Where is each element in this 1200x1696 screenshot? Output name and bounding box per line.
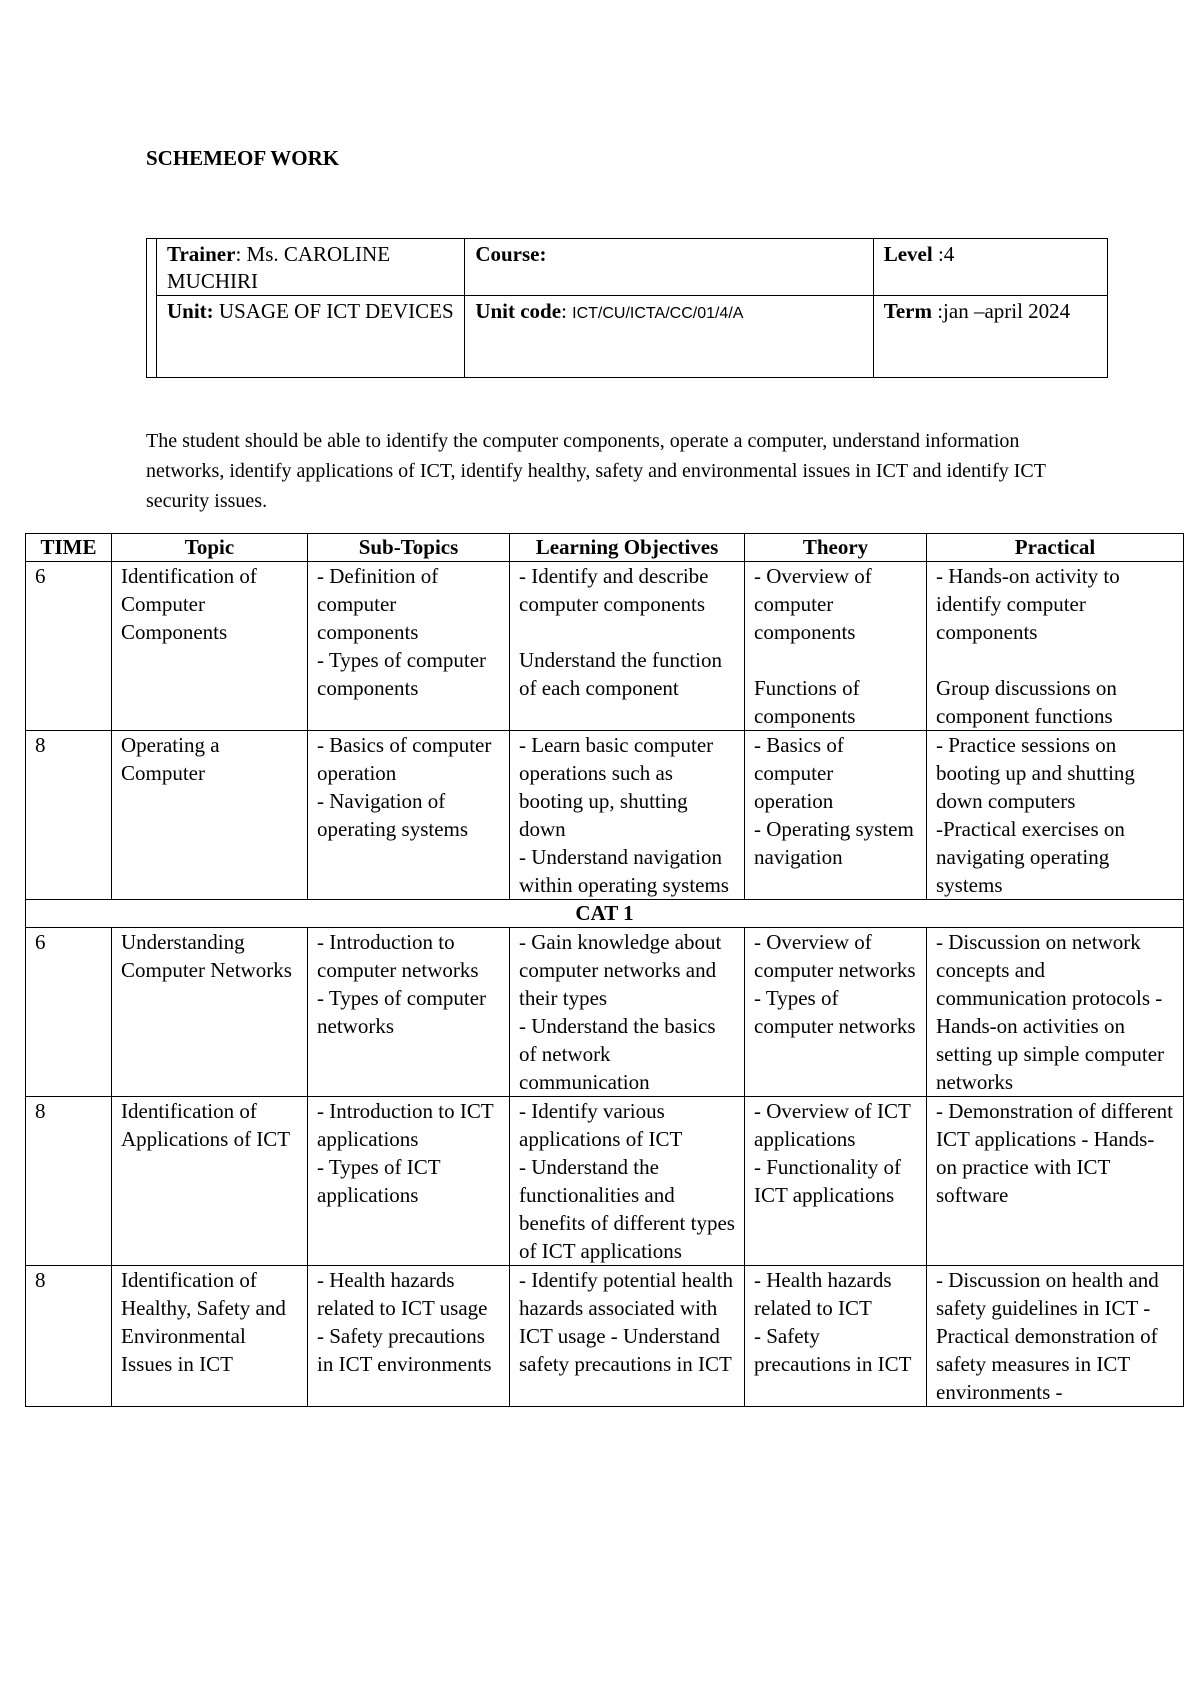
practical-cell: - Practice sessions on booting up and shutting down computers -Practical exercises on navigating operating systems	[927, 731, 1184, 900]
topic-cell: Operating a Computer	[112, 731, 308, 900]
objectives-cell: - Gain knowledge about computer networks and their types - Understand the basics of network communication	[510, 928, 745, 1097]
objectives-cell: - Identify and describe computer components Understand the function of each component	[510, 562, 745, 731]
header-row	[26, 534, 1184, 562]
term-label: Term	[883, 299, 932, 323]
subtopics-cell: - Introduction to ICT applications - Types of ICT applications	[308, 1097, 510, 1266]
trainer-label: Trainer	[167, 242, 236, 266]
trainer-cell	[157, 239, 465, 296]
cat-separator-row	[26, 900, 1184, 928]
course-cell	[465, 239, 873, 296]
unit-code-label: Unit code	[475, 299, 562, 323]
course-description: The student should be able to identify the computer components, operate a computer, understand information networks, identify applications of ICT, identify healthy, safety and environmental issues in ICT and identify ICT security issues.	[146, 430, 1046, 512]
course-label: Course:	[475, 242, 547, 266]
topic-cell: Identification of Applications of ICT	[112, 1097, 308, 1266]
time-cell: 8	[26, 1266, 112, 1407]
course-info-table	[146, 238, 1108, 378]
table-row	[26, 731, 1184, 900]
level-label: Level	[883, 242, 933, 266]
theory-cell: - Overview of computer networks - Types of computer networks	[745, 928, 927, 1097]
cat-label: CAT 1	[26, 900, 1184, 928]
unit-code-cell	[465, 296, 873, 378]
subtopics-cell: - Basics of computer operation - Navigation of operating systems	[308, 731, 510, 900]
time-cell: 8	[26, 1097, 112, 1266]
theory-cell: - Overview of computer components Functions of components	[745, 562, 927, 731]
practical-cell: - Hands-on activity to identify computer components Group discussions on component functions	[927, 562, 1184, 731]
table-row	[26, 928, 1184, 1097]
practical-cell: - Demonstration of different ICT applications - Hands-on practice with ICT software	[927, 1097, 1184, 1266]
subtopics-cell: - Introduction to computer networks - Types of computer networks	[308, 928, 510, 1097]
scheme-table	[25, 533, 1184, 1407]
theory-cell: - Overview of ICT applications - Functionality of ICT applications	[745, 1097, 927, 1266]
table-row	[26, 1097, 1184, 1266]
header-practical: Practical	[927, 534, 1184, 562]
topic-cell: Understanding Computer Networks	[112, 928, 308, 1097]
time-cell: 8	[26, 731, 112, 900]
unit-cell	[157, 296, 465, 378]
table-gutter	[147, 239, 157, 378]
header-subtopics: Sub-Topics	[308, 534, 510, 562]
topic-cell: Identification of Computer Components	[112, 562, 308, 731]
header-objectives: Learning Objectives	[510, 534, 745, 562]
unit-value: USAGE OF ICT DEVICES	[213, 299, 454, 323]
practical-cell: - Discussion on network concepts and communication protocols - Hands-on activities on setting up simple computer networks	[927, 928, 1184, 1097]
level-cell	[873, 239, 1107, 296]
header-theory: Theory	[745, 534, 927, 562]
theory-cell: - Health hazards related to ICT - Safety precautions in ICT	[745, 1266, 927, 1407]
time-cell: 6	[26, 562, 112, 731]
header-topic: Topic	[112, 534, 308, 562]
objectives-cell: - Identify potential health hazards associated with ICT usage - Understand safety precautions in ICT	[510, 1266, 745, 1407]
level-value: :4	[932, 242, 955, 266]
theory-cell: - Basics of computer operation - Operating system navigation	[745, 731, 927, 900]
unit-label: Unit:	[167, 299, 214, 323]
time-cell: 6	[26, 928, 112, 1097]
document-title: SCHEMEOF WORK	[146, 146, 340, 170]
term-cell	[873, 296, 1107, 378]
unit-code-value: ICT/CU/ICTA/CC/01/4/A	[572, 305, 744, 322]
trainer-value: : Ms. CAROLINE MUCHIRI	[167, 242, 391, 293]
practical-cell: - Discussion on health and safety guidelines in ICT - Practical demonstration of safety measures in ICT environments -	[927, 1266, 1184, 1407]
subtopics-cell: - Definition of computer components - Types of computer components	[308, 562, 510, 731]
subtopics-cell: - Health hazards related to ICT usage - Safety precautions in ICT environments	[308, 1266, 510, 1407]
topic-cell: Identification of Healthy, Safety and Environmental Issues in ICT	[112, 1266, 308, 1407]
unit-code-sep: :	[561, 299, 573, 323]
objectives-cell: - Identify various applications of ICT - Understand the functionalities and benefits of different types of ICT applications	[510, 1097, 745, 1266]
header-time: TIME	[26, 534, 112, 562]
table-row	[26, 562, 1184, 731]
objectives-cell: - Learn basic computer operations such as booting up, shutting down - Understand navigation within operating systems	[510, 731, 745, 900]
table-row	[26, 1266, 1184, 1407]
term-value: :jan –april 2024	[931, 299, 1071, 323]
